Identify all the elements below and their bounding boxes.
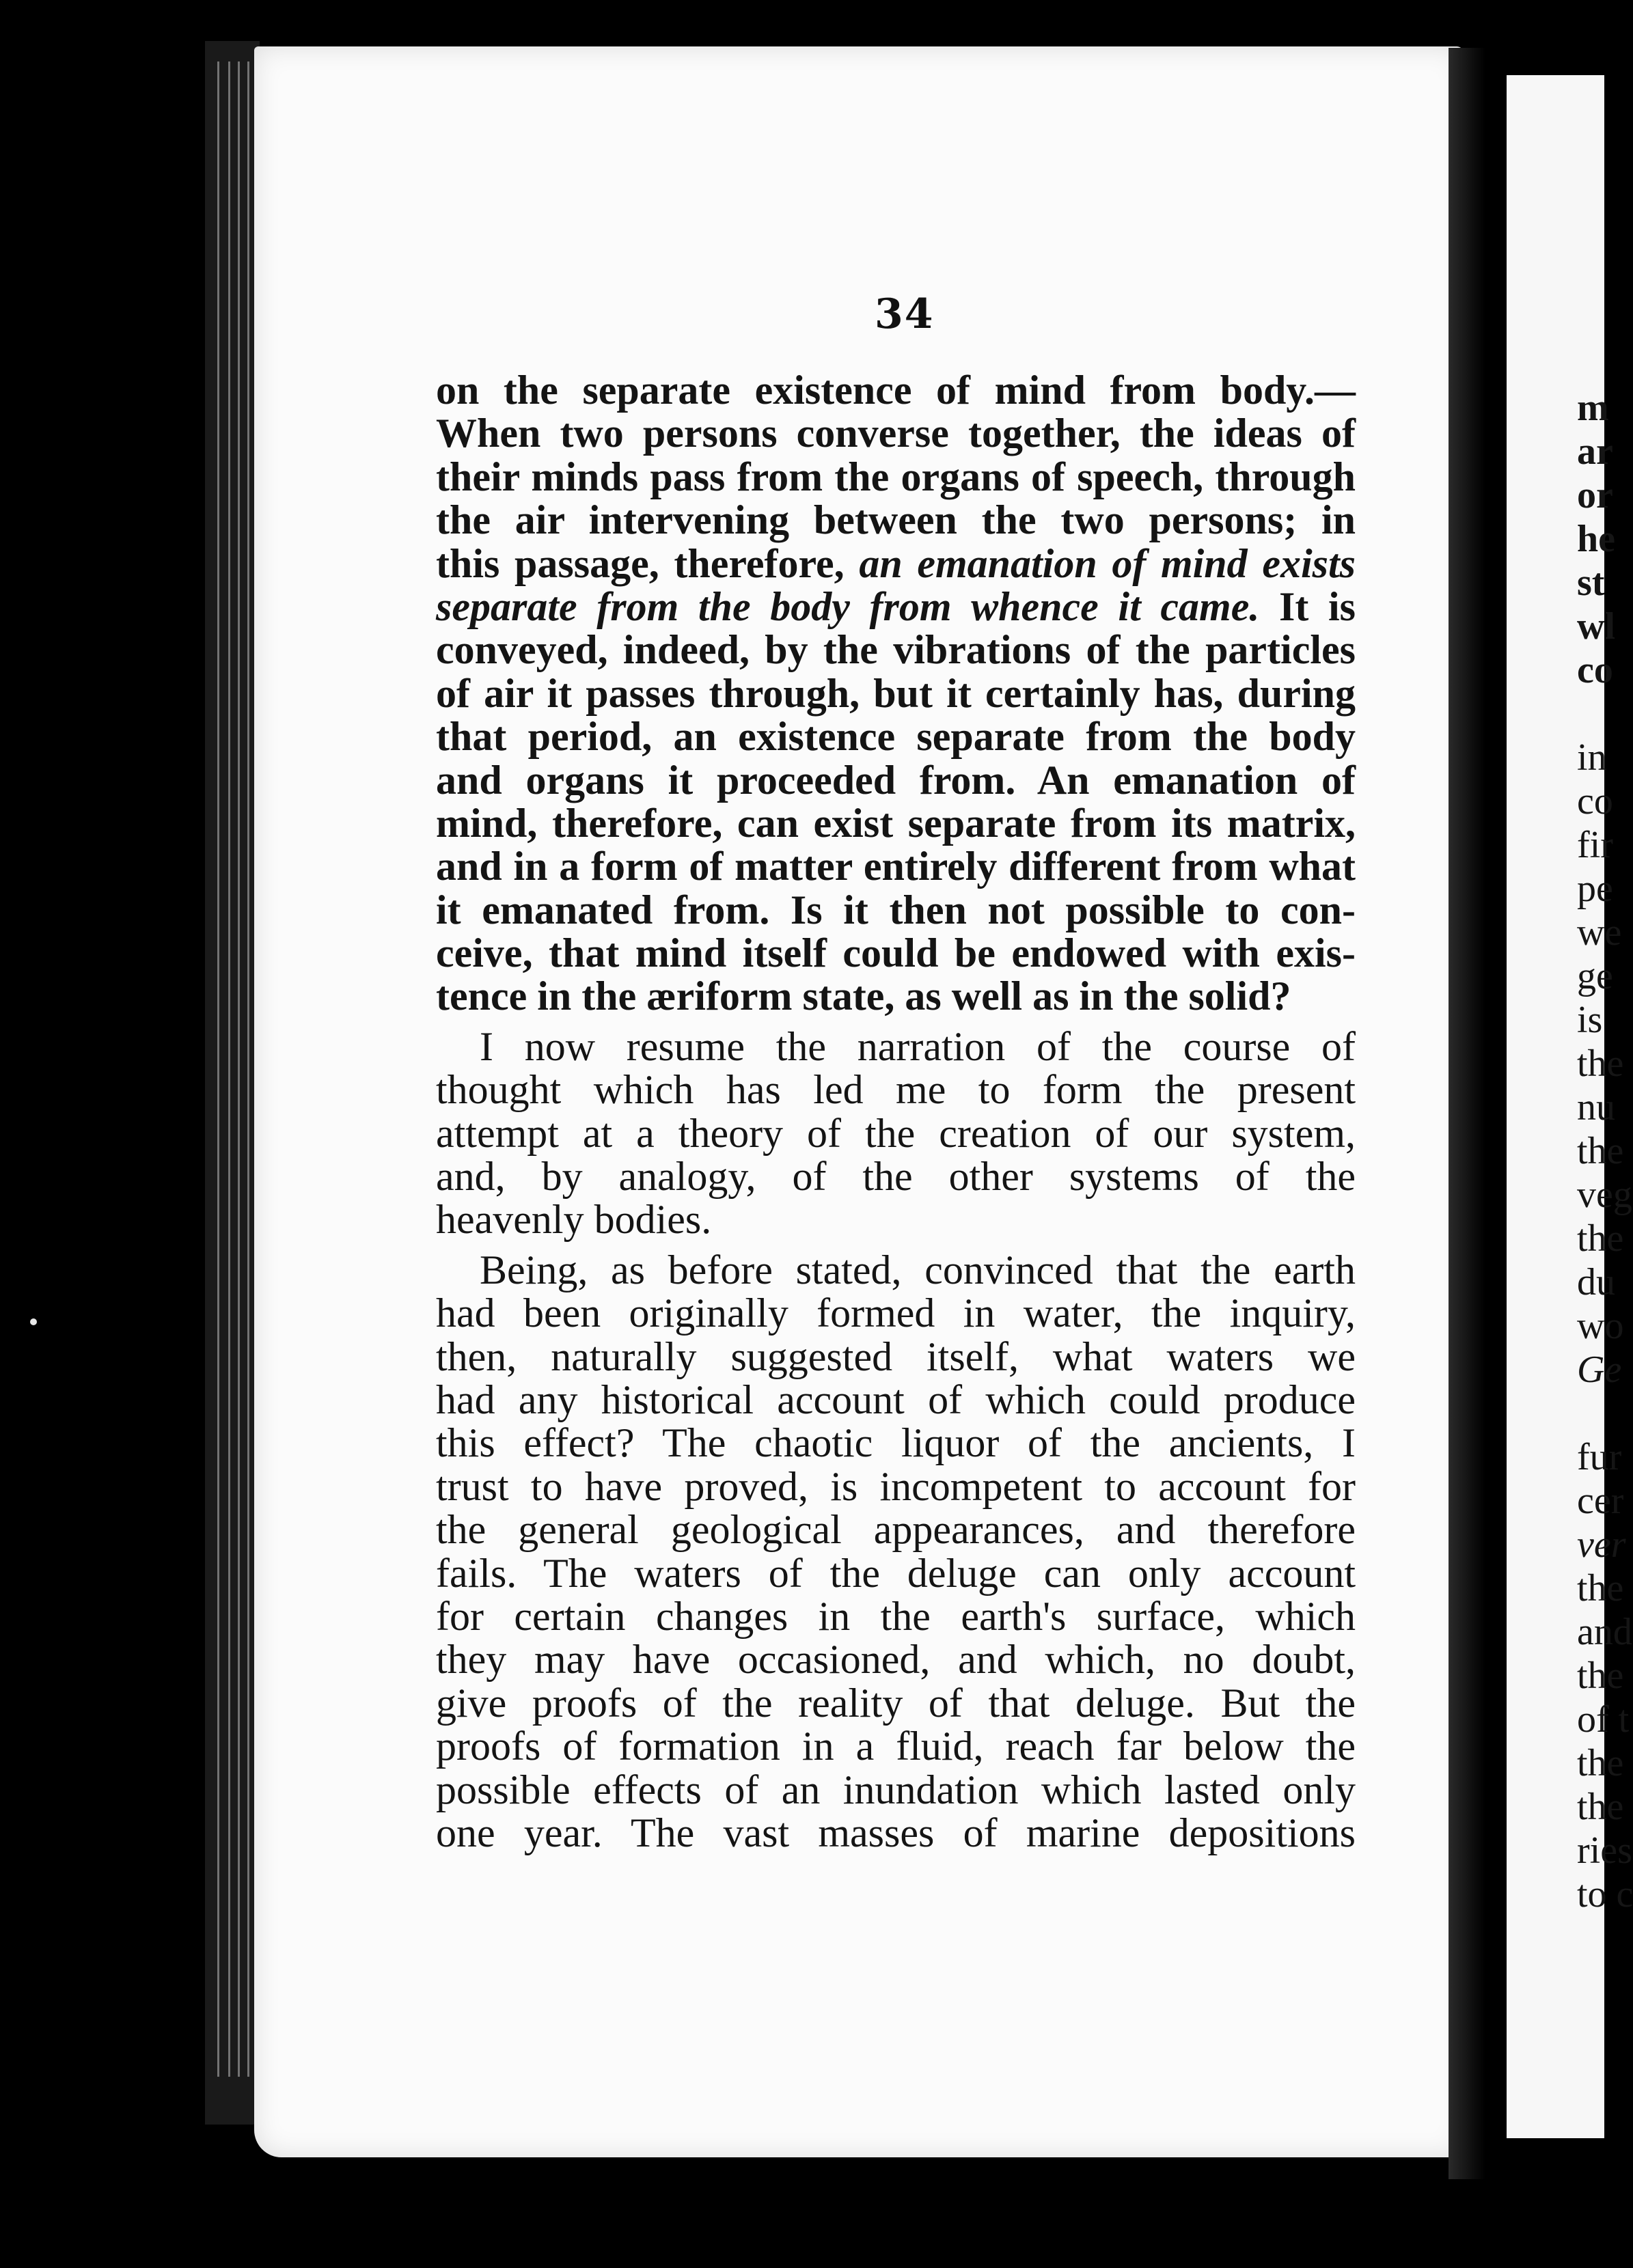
line-text: proofs of formation in a fluid, reach far below the [436,1724,1356,1769]
facing-line-fragment: the [1577,1130,1624,1172]
text-line [436,1638,1356,1681]
line-text: the air intervening between the two persons; in [436,497,1356,543]
facing-line-fragment: du [1577,1261,1615,1303]
line-text: fails. The waters of the deluge can only account [436,1550,1356,1596]
facing-line-fragment: the [1577,1655,1624,1697]
text-line [436,456,1356,499]
line-text: heavenly bodies. [436,1197,712,1243]
facing-line-fragment: and [1577,1611,1632,1653]
text-line [436,542,1356,585]
facing-line-fragment: wo [1577,1305,1624,1347]
italic-phrase: an emanation of mind exists [844,540,1356,586]
text-line [436,932,1356,975]
text-line [436,975,1356,1018]
line-text: for certain changes in the earth's surface, which [436,1593,1356,1639]
text-line [436,1508,1356,1551]
facing-line-fragment: ries [1577,1829,1632,1872]
text-line [436,715,1356,758]
facing-line-fragment: co [1577,649,1613,691]
line-text: their minds pass from the organs of speech, through [436,454,1356,499]
text-line [436,1379,1356,1422]
text-line [436,1725,1356,1768]
facing-line-fragment [1577,692,1633,736]
facing-line-fragment: veg [1577,1174,1632,1216]
facing-page-text [1577,386,1633,1916]
line-text: thought which has led me to form the present [436,1067,1356,1113]
line-text: had any historical account of which could produce [436,1377,1356,1422]
line-text: it emanated from. Is it then not possible to con- [436,887,1356,932]
text-line [436,1682,1356,1725]
line-text: attempt at a theory of the creation of our system, [436,1110,1356,1156]
italic-phrase: separate from the body from whence it came. [436,583,1260,629]
facing-line-fragment [1577,1392,1633,1435]
facing-line-fragment: Ge [1577,1349,1622,1391]
facing-line-fragment: fir [1577,824,1613,866]
page-edge-line [247,61,249,2077]
text-line [436,1292,1356,1335]
line-text: When two persons converse together, the ideas of [436,411,1356,456]
text-line [436,845,1356,888]
facing-line-fragment: fur [1577,1436,1622,1478]
text-line [436,1155,1356,1198]
text-line [436,672,1356,715]
facing-line-fragment: st [1577,562,1605,604]
line-text: of air it passes through, but it certainly has, during [436,670,1356,716]
line-text: and in a form of matter entirely different from what [436,844,1356,889]
text-line [436,585,1356,628]
facing-line-fragment: the [1577,1217,1624,1260]
line-text: possible effects of an inundation which lasted only [436,1767,1356,1812]
line-text: give proofs of the reality of that deluge. But the [436,1680,1356,1726]
facing-line-fragment: cer [1577,1480,1624,1522]
facing-line-fragment: the [1577,1567,1624,1609]
facing-line-fragment: the [1577,1042,1624,1085]
text-line [436,889,1356,932]
facing-line-fragment: we [1577,911,1622,954]
facing-line-fragment: m [1577,387,1609,429]
facing-line-fragment: is [1577,999,1603,1041]
facing-line-fragment: in [1577,736,1607,779]
line-text: It is [1259,583,1356,629]
line-text: Being, as before stated, convinced that the earth [480,1247,1356,1292]
text-line [436,1552,1356,1595]
line-text: tence in the æriform state, as well as in the solid? [436,973,1291,1019]
body-text [436,369,1356,1855]
facing-line-fragment: ge [1577,955,1613,997]
line-text: this passage, therefore, [436,540,845,586]
facing-line-fragment: the [1577,1786,1624,1828]
facing-line-fragment: the [1577,1742,1624,1784]
line-text: trust to have proved, is incompetent to account for [436,1463,1356,1509]
text-line [436,1249,1356,1292]
line-text: the general geological appearances, and therefore [436,1507,1356,1553]
facing-line-fragment: he [1577,518,1615,560]
line-text: then, naturally suggested itself, what waters we [436,1333,1356,1379]
dust-speck [30,1318,37,1325]
line-text: and, by analogy, of the other systems of the [436,1154,1356,1200]
text-line [436,1769,1356,1812]
text-line [436,1068,1356,1111]
line-text: ceive, that mind itself could be endowed with exis- [436,930,1356,976]
line-text: this effect? The chaotic liquor of the ancients, I [436,1420,1356,1466]
text-line [436,499,1356,542]
text-line [436,759,1356,802]
page-edge-line [238,61,240,2077]
page-edges [205,41,260,2125]
text-line [436,1198,1356,1241]
text-line [436,628,1356,672]
page-edge-line [228,61,230,2077]
line-text: one year. The vast masses of marine depositions [436,1810,1356,1855]
facing-line-fragment: ar [1577,430,1613,473]
text-line [436,1465,1356,1508]
line-text: and organs it proceeded from. An emanation of [436,757,1356,803]
text-line [436,1112,1356,1155]
text-line [436,1595,1356,1638]
line-text: that period, an existence separate from the body [436,714,1356,760]
line-text: they may have occasioned, and which, no doubt, [436,1637,1356,1683]
text-line [436,1812,1356,1855]
facing-line-fragment: co [1577,780,1613,822]
text-line [436,802,1356,845]
facing-line-fragment: of t [1577,1698,1630,1741]
text-line [436,412,1356,455]
line-text: conveyed, indeed, by the vibrations of the particles [436,627,1356,673]
facing-line-fragment: wl [1577,605,1615,648]
line-text: had been originally formed in water, the inquiry, [436,1290,1356,1336]
facing-line-fragment: or [1577,474,1613,516]
facing-line-fragment: nu [1577,1086,1615,1129]
facing-line-fragment: ver [1577,1523,1626,1566]
text-line [436,369,1356,412]
facing-line-fragment: to c [1577,1873,1633,1916]
text-line [436,1422,1356,1465]
line-text: I now resume the narration of the course of [480,1023,1356,1069]
facing-line-fragment: pe [1577,868,1613,910]
page-edge-line [217,61,219,2077]
text-line [436,1025,1356,1068]
line-text: mind, therefore, can exist separate from its matrix, [436,800,1356,846]
page-number: 34 [875,290,935,338]
gutter-shadow [1449,48,1510,2179]
text-line [436,1333,1356,1379]
line-text: on the separate existence of mind from body.— [436,368,1356,413]
